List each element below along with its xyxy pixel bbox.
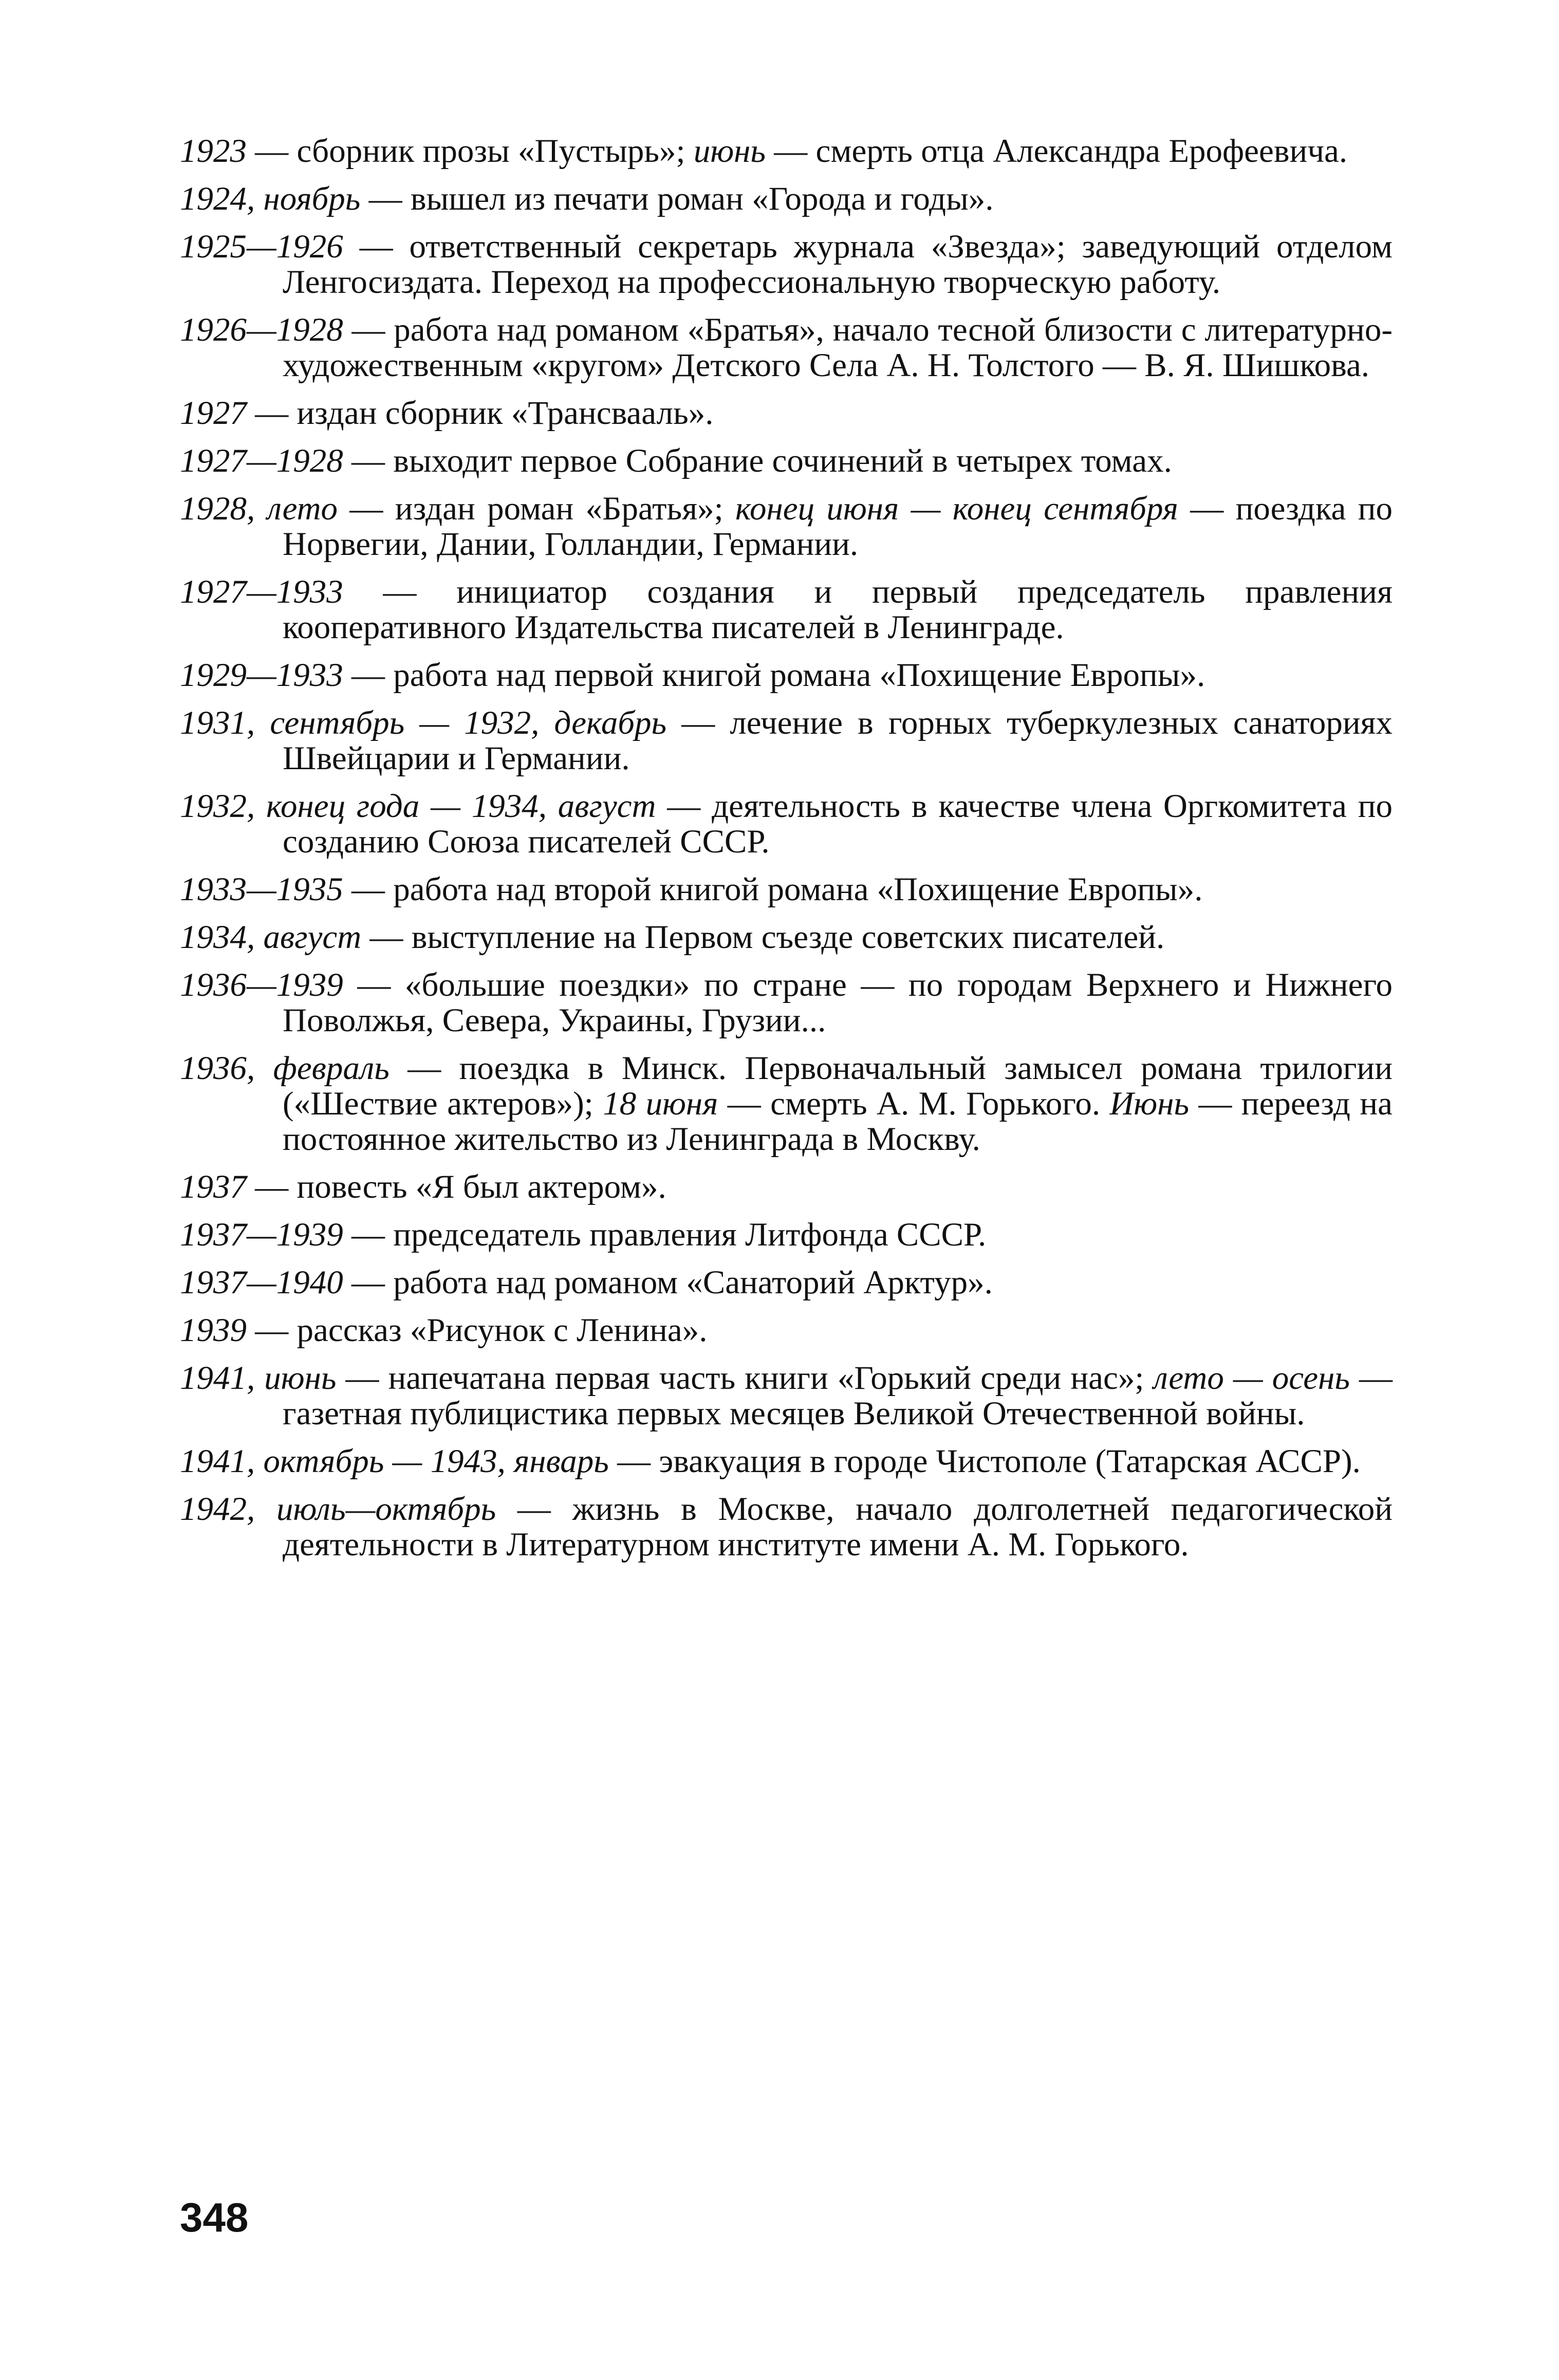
entry-date: 1926—1928 — [180, 311, 343, 348]
entry-text: — смерть А. М. Горького. — [718, 1085, 1110, 1122]
entry-date: 1934, август — [180, 919, 362, 956]
entry-text: — ответственный секретарь журнала «Звезда»; заведующий отделом Ленгосиздата. Переход на профессиональную творческую работу. — [283, 228, 1393, 301]
entry-date: 1932, конец года — 1934, август — [180, 788, 656, 825]
entry-text: — лечение в горных туберкулезных санаториях Швейцарии и Германии. — [283, 704, 1393, 777]
entry-text: — выходит первое Собрание сочинений в четырех томах. — [343, 442, 1172, 479]
chronology-entry — [180, 1217, 1393, 1253]
chronology-entry — [180, 1361, 1393, 1431]
entry-date: 1941, октябрь — 1943, январь — [180, 1443, 609, 1480]
chronology-entry — [180, 312, 1393, 383]
entry-text: — жизнь в Москве, начало долголетней педагогической деятельности в Литературном институте имени А. М. Горького. — [283, 1491, 1393, 1563]
entry-text: — эвакуация в городе Чистополе (Татарская АССР). — [608, 1443, 1361, 1480]
chronology-entry — [180, 872, 1393, 907]
entry-date: Июнь — [1109, 1085, 1190, 1122]
chronology-entry — [180, 1169, 1393, 1205]
chronology-entry — [180, 134, 1393, 169]
chronology-entry — [180, 491, 1393, 562]
entry-date: 1933—1935 — [180, 871, 343, 908]
chronology-entry — [180, 1492, 1393, 1563]
entry-text: — рассказ «Рисунок с Ленина». — [247, 1312, 708, 1349]
chronology-entry — [180, 789, 1393, 860]
chronology-entry — [180, 920, 1393, 955]
chronology-text — [180, 134, 1393, 1575]
entry-date: 1937 — [180, 1168, 247, 1205]
entry-text: — деятельность в качестве члена Оргкомитета по созданию Союза писателей СССР. — [283, 788, 1393, 860]
entry-text: — работа над романом «Братья», начало тесной близости с литературно-художественным «кругом» Детского Села А. Н. Толстого — В. Я. Шишкова. — [283, 311, 1393, 384]
entry-text: — издан сборник «Трансвааль». — [247, 395, 714, 432]
entry-date: 1928, лето — [180, 490, 338, 527]
chronology-entry — [180, 229, 1393, 300]
entry-date: 1931, сентябрь — 1932, декабрь — [180, 704, 667, 741]
chronology-entry — [180, 658, 1393, 693]
entry-text: — издан роман «Братья»; — [338, 490, 736, 527]
chronology-entry — [180, 443, 1393, 479]
entry-text: — сборник прозы «Пустырь»; — [247, 133, 694, 170]
entry-text: — смерть отца Александра Ерофеевича. — [765, 133, 1348, 170]
entry-date: 1927 — [180, 395, 247, 432]
entry-date: конец июня — конец сентября — [735, 490, 1178, 527]
entry-date: 1936, февраль — [180, 1050, 389, 1087]
entry-date: 1937—1939 — [180, 1216, 343, 1253]
entry-text: — напечатана первая часть книги «Горький среди нас»; — [336, 1360, 1154, 1397]
chronology-entry — [180, 705, 1393, 776]
entry-date: 1936—1939 — [180, 966, 343, 1003]
chronology-entry — [180, 968, 1393, 1038]
entry-text: — председатель правления Литфонда СССР. — [343, 1216, 987, 1253]
entry-text: — повесть «Я был актером». — [247, 1168, 666, 1205]
entry-date: 1927—1933 — [180, 573, 343, 610]
entry-text: — выступление на Первом съезде советских писателей. — [361, 919, 1165, 956]
entry-date: 1923 — [180, 133, 247, 170]
chronology-entry — [180, 1051, 1393, 1157]
entry-text: — инициатор создания и первый председатель правления кооперативного Издательства писателей в Ленинграде. — [283, 573, 1393, 646]
entry-date: 1927—1928 — [180, 442, 343, 479]
entry-date: лето — осень — [1153, 1360, 1350, 1397]
entry-date: 1925—1926 — [180, 228, 343, 265]
chronology-entry — [180, 1265, 1393, 1300]
entry-text: — переезд на постоянное жительство из Ленинграда в Москву. — [283, 1085, 1393, 1158]
chronology-entry — [180, 1444, 1393, 1479]
chronology-entry — [180, 574, 1393, 645]
entry-text: — «большие поездки» по стране — по городам Верхнего и Нижнего Поволжья, Севера, Украины, Грузии... — [283, 966, 1393, 1039]
entry-date: 1942, июль—октябрь — [180, 1491, 496, 1528]
entry-date: 1924, ноябрь — [180, 180, 361, 217]
chronology-entry — [180, 1313, 1393, 1348]
entry-text: — поездка по Норвегии, Дании, Голландии, Германии. — [283, 490, 1393, 563]
entry-date: 18 июня — [603, 1085, 718, 1122]
entry-date: июнь — [693, 133, 766, 170]
entry-text: — работа над второй книгой романа «Похищение Европы». — [343, 871, 1203, 908]
entry-date: 1929—1933 — [180, 657, 343, 694]
chronology-entry — [180, 396, 1393, 431]
entry-date: 1937—1940 — [180, 1264, 343, 1301]
entry-text: — газетная публицистика первых месяцев Великой Отечественной войны. — [283, 1360, 1393, 1432]
entry-text: — работа над романом «Санаторий Арктур». — [343, 1264, 993, 1301]
entry-text: — работа над первой книгой романа «Похищение Европы». — [343, 657, 1205, 694]
entry-date: 1939 — [180, 1312, 247, 1349]
chronology-entry — [180, 181, 1393, 217]
entry-text: — поездка в Минск. Первоначальный замысел романа трилогии («Шествие актеров»); — [283, 1050, 1393, 1122]
page-number: 348 — [180, 2195, 249, 2240]
entry-text: — вышел из печати роман «Города и годы». — [360, 180, 994, 217]
entry-date: 1941, июнь — [180, 1360, 337, 1397]
